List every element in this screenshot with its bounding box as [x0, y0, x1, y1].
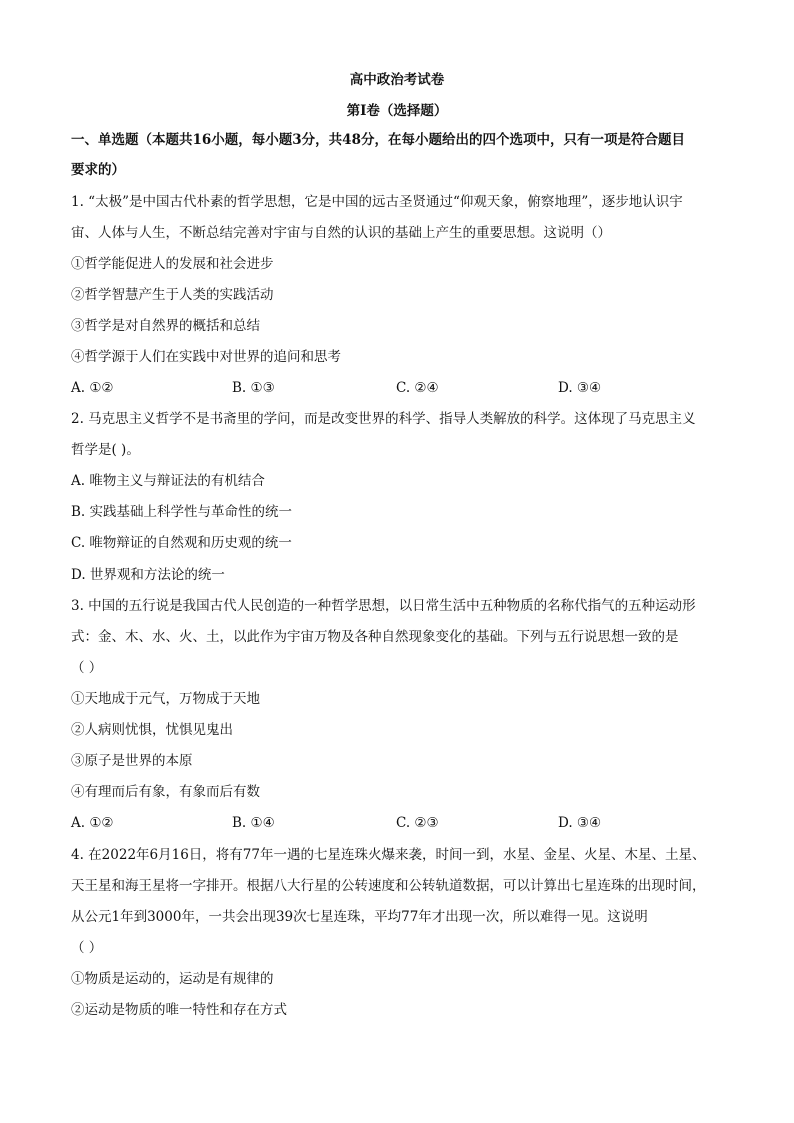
- q1-item: ①哲学能促进人的发展和社会进步: [71, 256, 274, 272]
- exam-subtitle: 第I卷（选择题）: [346, 103, 448, 119]
- q2-option-d[interactable]: D. 世界观和方法论的统一: [71, 567, 225, 583]
- q3-item: ④有理而后有象，有象而后有数: [71, 784, 260, 800]
- q1-stem-line2: 宙、人体与人生，不断总结完善对宇宙与自然的认识的基础上产生的重要思想。这说明（）: [71, 225, 611, 241]
- q1-options: [71, 378, 731, 398]
- q3-option-a[interactable]: A. ①②: [71, 815, 114, 831]
- section-heading-line2: 要求的）: [71, 162, 125, 178]
- q3-item: ③原子是世界的本原: [71, 753, 193, 769]
- q1-option-a[interactable]: A. ①②: [71, 380, 114, 396]
- q3-stem-line1: 3. 中国的五行说是我国古代人民创造的一种哲学思想，以日常生活中五种物质的名称代指气的五种运动形: [71, 598, 696, 614]
- q3-option-c[interactable]: C. ②③: [396, 815, 439, 831]
- q4-stem-line2: 天王星和海王星将一字排开。根据八大行星的公转速度和公转轨道数据，可以计算出七星连珠的出现时间，: [71, 878, 706, 894]
- q3-stem-line2: 式：金、木、水、火、土，以此作为宇宙万物及各种自然现象变化的基础。下列与五行说思想一致的是: [71, 629, 679, 645]
- q4-item: ②运动是物质的唯一特性和存在方式: [71, 1002, 287, 1018]
- q2-option-b[interactable]: B. 实践基础上科学性与革命性的统一: [71, 504, 293, 520]
- q4-item: ①物质是运动的，运动是有规律的: [71, 971, 274, 987]
- q3-item: ①天地成于元气，万物成于天地: [71, 691, 260, 707]
- q3-item: ②人病则忧惧，忧惧见鬼出: [71, 722, 233, 738]
- q4-stem-line1: 4. 在2022年6月16日，将有77年一遇的七星连珠火爆来袭，时间一到，水星、金星、火星、木星、土星、: [71, 847, 706, 863]
- q1-item: ②哲学智慧产生于人类的实践活动: [71, 287, 274, 303]
- q2-option-a[interactable]: A. 唯物主义与辩证法的有机结合: [71, 473, 265, 489]
- q1-option-b[interactable]: B. ①③: [232, 380, 275, 396]
- exam-title: 高中政治考试卷: [349, 72, 445, 88]
- q4-stem-line4: （ ）: [71, 940, 103, 956]
- q2-stem-line2: 哲学是( )。: [71, 442, 140, 458]
- q3-option-d[interactable]: D. ③④: [558, 815, 602, 831]
- section-heading-line1: 一、单选题（本题共16小题，每小题3分，共48分，在每小题给出的四个选项中，只有一项是符合题目: [71, 132, 685, 148]
- q4-stem-line3: 从公元1年到3000年，一共会出现39次七星连珠，平均77年才出现一次，所以难得一见。这说明: [71, 909, 648, 925]
- q1-option-c[interactable]: C. ②④: [396, 380, 439, 396]
- q3-options: [71, 813, 731, 833]
- q3-option-b[interactable]: B. ①④: [232, 815, 275, 831]
- q1-option-d[interactable]: D. ③④: [558, 380, 602, 396]
- q3-stem-line3: （ ）: [71, 660, 103, 676]
- q1-item: ③哲学是对自然界的概括和总结: [71, 318, 260, 334]
- q1-stem-line1: 1. “太极”是中国古代朴素的哲学思想，它是中国的远古圣贤通过“仰观天象，俯察地理”，逐步地认识宇: [71, 194, 683, 210]
- q1-item: ④哲学源于人们在实践中对世界的追问和思考: [71, 349, 341, 365]
- q2-option-c[interactable]: C. 唯物辩证的自然观和历史观的统一: [71, 535, 292, 551]
- q2-stem-line1: 2. 马克思主义哲学不是书斋里的学问，而是改变世界的科学、指导人类解放的科学。这体现了马克思主义: [71, 411, 696, 427]
